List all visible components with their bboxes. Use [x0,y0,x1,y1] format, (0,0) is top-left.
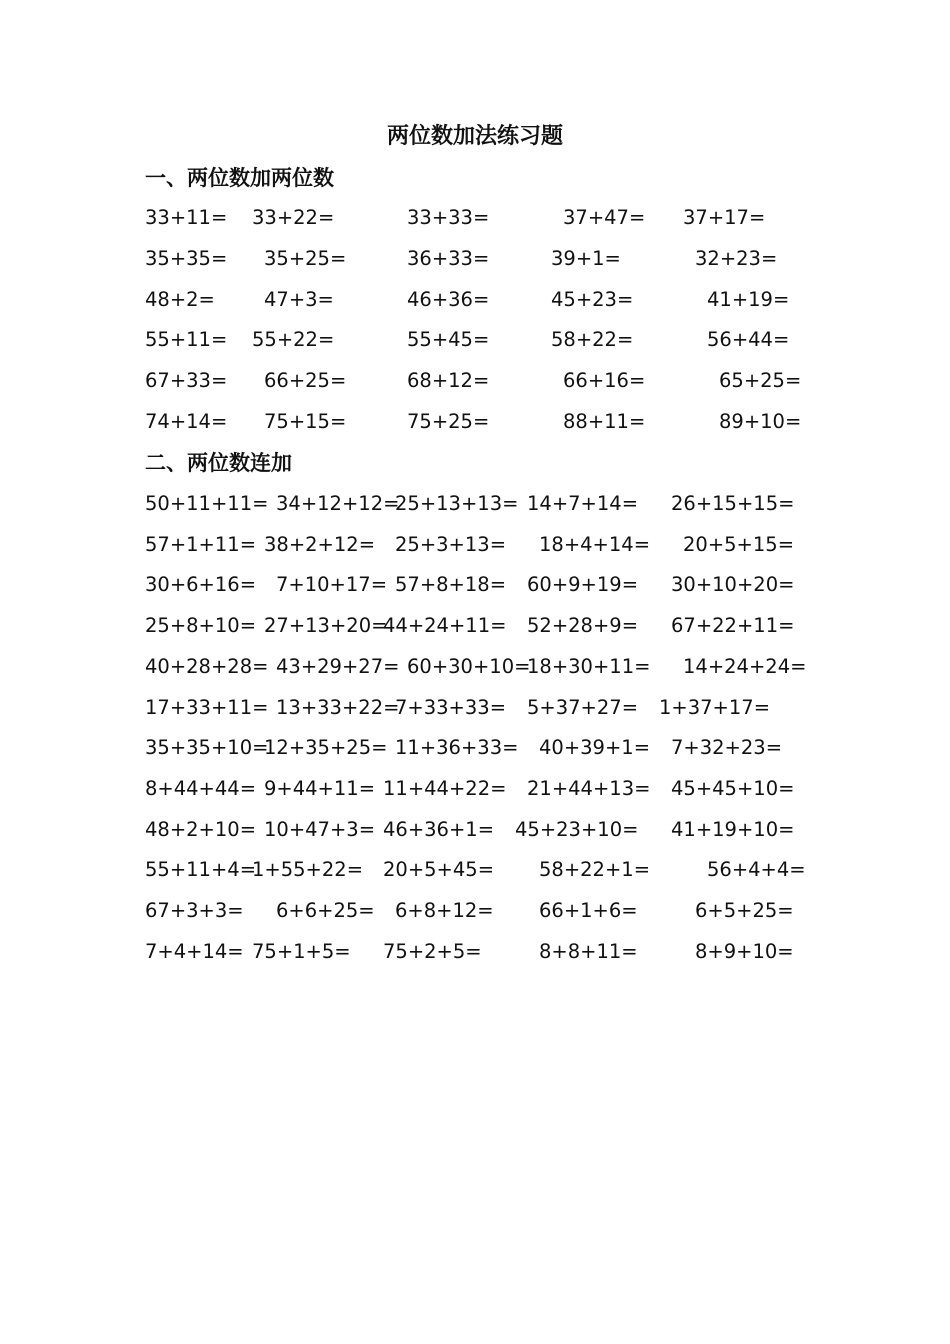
problem-section2-r5-c3: 60+30+10= [407,654,531,678]
problem-section1-r6-c5: 89+10= [719,410,802,433]
problem-section2-r10-c1: 55+11+4= [145,858,257,882]
problem-section2-r9-c5: 41+19+10= [671,817,795,841]
problem-section2-r11-c1: 67+3+3= [145,899,244,922]
problem-section2-r10-c3: 20+5+45= [383,858,495,882]
problem-section1-r4-c1: 55+11= [145,328,228,352]
problem-section1-r3-c4: 45+23= [551,287,634,311]
problem-section2-r8-c5: 45+45+10= [671,776,795,800]
problem-section2-r6-c4: 5+37+27= [527,695,639,719]
problem-section2-r12-c3: 75+2+5= [383,939,482,963]
problem-section2-r2-c4: 18+4+14= [539,532,651,556]
problem-section2-r1-c3: 25+13+13= [395,492,519,515]
problem-section1-r2-c2: 35+25= [264,246,347,270]
problem-section1-r3-c1: 48+2= [145,287,215,311]
problem-section1-r5-c5: 65+25= [719,369,802,393]
problem-section1-r6-c2: 75+15= [264,410,347,433]
page-title: 两位数加法练习题 [386,124,563,149]
problem-section2-r7-c5: 7+32+23= [671,736,783,760]
problem-section2-r1-c2: 34+12+12= [276,492,400,515]
problem-section2-r12-c1: 7+4+14= [145,939,244,963]
problem-section2-r5-c1: 40+28+28= [145,654,269,678]
problem-section2-r3-c1: 30+6+16= [145,573,257,597]
problem-section2-r11-c3: 6+8+12= [395,899,494,922]
problem-section2-r11-c2: 6+6+25= [276,899,375,922]
problem-section1-r5-c2: 66+25= [264,369,347,393]
problem-section2-r12-c4: 8+8+11= [539,939,638,963]
problem-section1-r4-c4: 58+22= [551,328,634,352]
problem-section1-r2-c1: 35+35= [145,246,228,270]
problem-section1-r5-c1: 67+33= [145,369,228,393]
problem-section1-r1-c1: 33+11= [145,206,228,229]
problem-section1-r1-c4: 37+47= [563,206,646,229]
problem-section2-r9-c1: 48+2+10= [145,817,257,841]
problem-section1-r3-c3: 46+36= [407,287,490,311]
problem-section2-r1-c4: 14+7+14= [527,492,639,515]
problem-section2-r4-c5: 67+22+11= [671,614,795,638]
problem-section2-r5-c4: 18+30+11= [527,654,651,678]
problem-section2-r5-c5: 14+24+24= [683,654,807,678]
problem-section2-r11-c4: 66+1+6= [539,899,638,922]
problem-section2-r10-c2: 1+55+22= [252,858,364,882]
problem-section2-r7-c2: 12+35+25= [264,736,388,760]
problem-section1-r5-c4: 66+16= [563,369,646,393]
problem-section1-r3-c2: 47+3= [264,287,334,311]
problem-section1-r1-c3: 33+33= [407,206,490,229]
section-heading-consecutive-addition: 二、两位数连加 [145,451,292,475]
problem-section2-r1-c5: 26+15+15= [671,492,795,515]
problem-section2-r4-c1: 25+8+10= [145,614,257,638]
problem-section2-r4-c3: 44+24+11= [383,614,507,638]
problem-section2-r6-c1: 17+33+11= [145,695,269,719]
problem-section2-r7-c1: 35+35+10= [145,736,269,760]
problem-section1-r3-c5: 41+19= [707,287,790,311]
problem-section2-r9-c4: 45+23+10= [515,817,639,841]
problem-section1-r6-c3: 75+25= [407,410,490,433]
problem-section2-r3-c4: 60+9+19= [527,573,639,597]
problem-section2-r9-c2: 10+47+3= [264,817,376,841]
problem-section2-r3-c3: 57+8+18= [395,573,507,597]
problem-section2-r8-c4: 21+44+13= [527,776,651,800]
problem-section1-r1-c2: 33+22= [252,206,335,229]
problem-section2-r10-c5: 56+4+4= [707,858,806,882]
problem-section2-r12-c5: 8+9+10= [695,939,794,963]
problem-section1-r6-c1: 74+14= [145,410,228,433]
problem-section2-r3-c5: 30+10+20= [671,573,795,597]
problem-section1-r4-c2: 55+22= [252,328,335,352]
problem-section2-r2-c3: 25+3+13= [395,532,507,556]
problem-section1-r4-c5: 56+44= [707,328,790,352]
problem-section1-r2-c5: 32+23= [695,246,778,270]
problem-section1-r1-c5: 37+17= [683,206,766,229]
problem-section1-r6-c4: 88+11= [563,410,646,433]
problem-section2-r3-c2: 7+10+17= [276,573,388,597]
problem-section2-r1-c1: 50+11+11= [145,492,269,515]
problem-section1-r5-c3: 68+12= [407,369,490,393]
problem-section2-r6-c3: 7+33+33= [395,695,507,719]
section-heading-two-digit-addition: 一、两位数加两位数 [145,166,334,190]
problem-section2-r4-c2: 27+13+20= [264,614,388,638]
problem-section2-r12-c2: 75+1+5= [252,939,351,963]
problem-section2-r5-c2: 43+29+27= [276,654,400,678]
problem-section2-r2-c5: 20+5+15= [683,532,795,556]
problem-section1-r2-c4: 39+1= [551,246,621,270]
problem-section1-r4-c3: 55+45= [407,328,490,352]
problem-section2-r8-c1: 8+44+44= [145,776,257,800]
problem-section2-r10-c4: 58+22+1= [539,858,651,882]
problem-section1-r2-c3: 36+33= [407,246,490,270]
problem-section2-r8-c3: 11+44+22= [383,776,507,800]
problem-section2-r8-c2: 9+44+11= [264,776,376,800]
problem-section2-r11-c5: 6+5+25= [695,899,794,922]
problem-section2-r9-c3: 46+36+1= [383,817,495,841]
problem-section2-r2-c2: 38+2+12= [264,532,376,556]
problem-section2-r6-c2: 13+33+22= [276,695,400,719]
problem-section2-r2-c1: 57+1+11= [145,532,257,556]
problem-section2-r6-c5: 1+37+17= [659,695,771,719]
problem-section2-r7-c4: 40+39+1= [539,736,651,760]
problem-section2-r7-c3: 11+36+33= [395,736,519,760]
problem-section2-r4-c4: 52+28+9= [527,614,639,638]
